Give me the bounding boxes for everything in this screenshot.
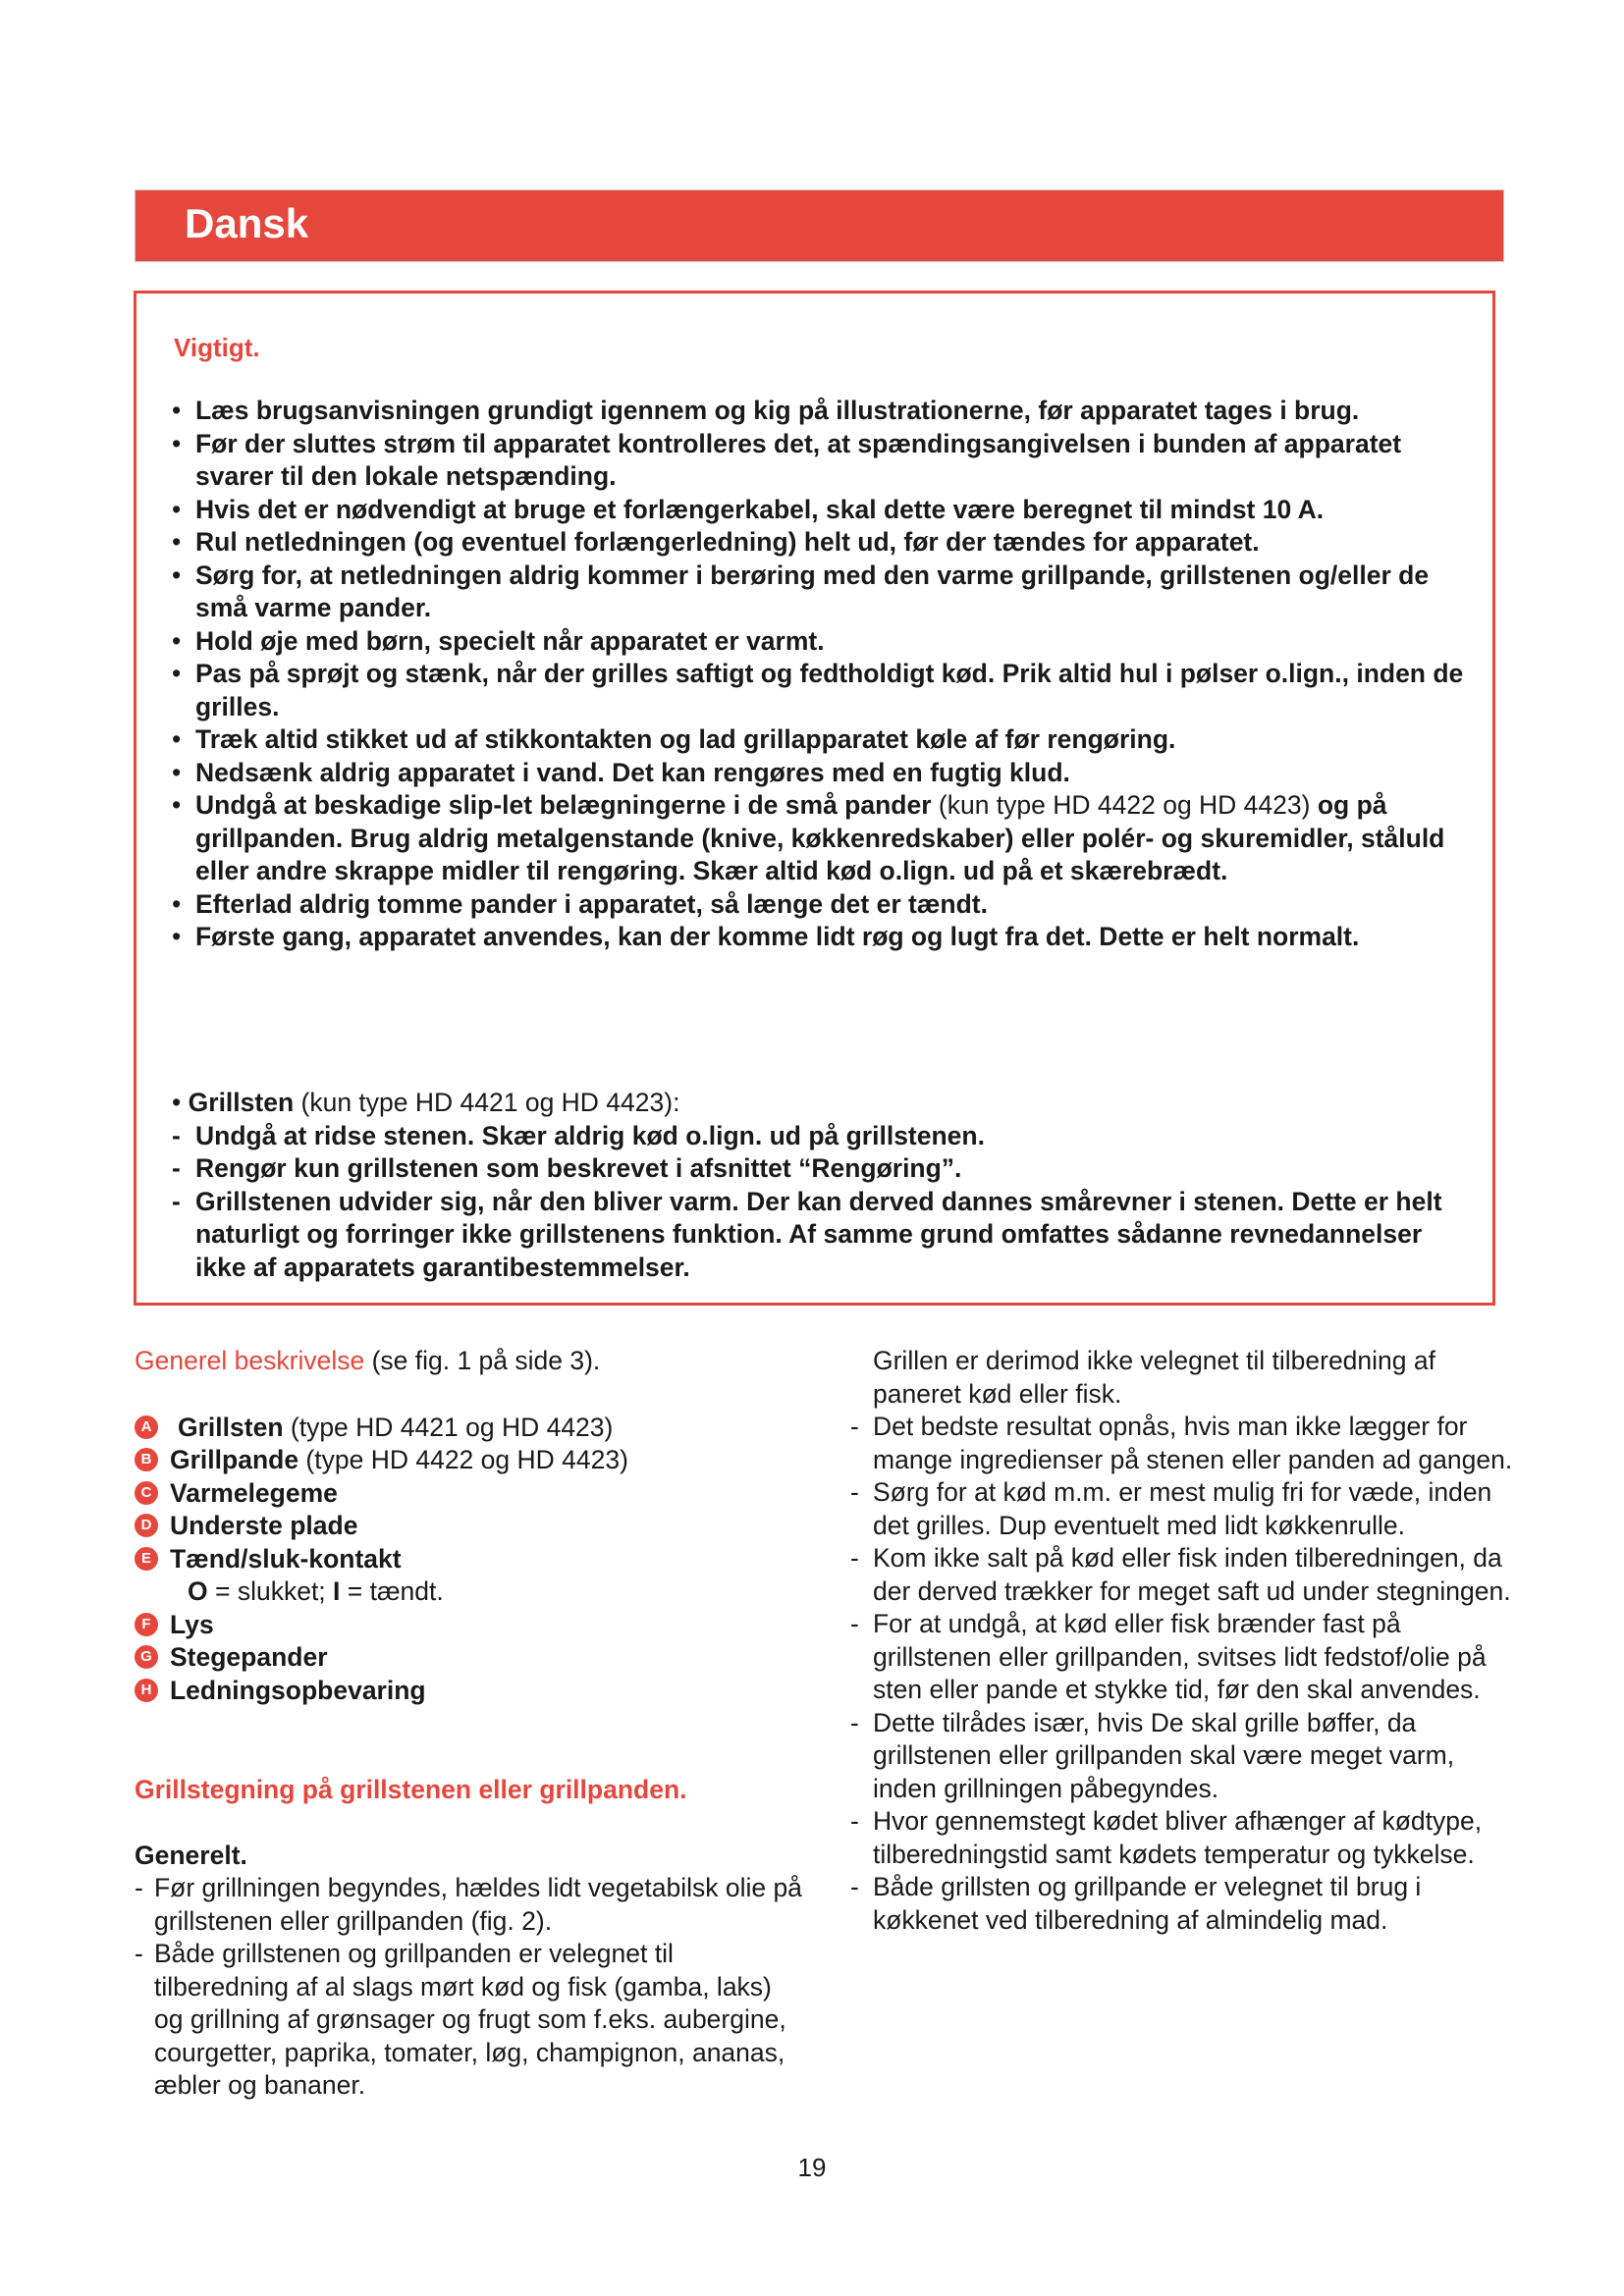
grilling-left-list [135, 1872, 802, 2103]
part-item: A Grillsten (type HD 4421 og HD 4423) [135, 1412, 802, 1445]
letter-b-icon: B [135, 1448, 158, 1471]
list-item: • Hvis det er nødvendigt at bruge et forlængerkabel, skal dette være beregnet til mindst 10 A. [172, 494, 1325, 524]
letter-e-icon: E [135, 1547, 158, 1571]
part-item: D Underste plade [135, 1510, 802, 1543]
right-column [846, 1345, 1514, 1937]
description-heading: Generel beskrivelse (se fig. 1 på side 3). [135, 1346, 601, 1375]
list-item: - Sørg for at kød m.m. er mest mulig fri for væde, inden det grilles. Dup eventuelt med lidt køkkenrulle. [850, 1477, 1492, 1540]
list-item: • Sørg for, at netledningen aldrig kommer i berøring med den varme grillpande, grillstenen og/eller de små varme pander. [172, 560, 1430, 622]
letter-f-icon: F [135, 1613, 158, 1636]
switch-note: O = slukket; I = tændt. [188, 1576, 444, 1606]
important-list [172, 395, 1478, 954]
list-item: - Kom ikke salt på kød eller fisk inden tilberedningen, da der derved trækker for meget saft ud under stegningen. [850, 1543, 1511, 1606]
list-item: • Efterlad aldrig tomme pander i apparatet, så længe det er tændt. [172, 888, 988, 919]
language-title: Dansk [185, 200, 309, 246]
grilling-heading: Grillstegning på grillstenen eller grillpanden. [135, 1775, 687, 1804]
left-column [135, 1345, 802, 2103]
list-item: • Træk altid stikket ud af stikkontakten og lad grillapparatet køle af før rengøring. [172, 724, 1176, 754]
list-item: • Pas på sprøjt og stænk, når der grilles saftigt og fedtholdigt kød. Prik altid hul i pølser o.lign., inden de grilles. [172, 659, 1464, 721]
continuation-text: Grillen er derimod ikke velegnet til tilberedning af paneret kød eller fisk. [873, 1346, 1435, 1409]
list-item: - Før grillningen begyndes, hældes lidt vegetabilsk olie på grillstenen eller grillpanden (fig. 2). [135, 1873, 802, 1936]
part-item: G Stegepander [135, 1641, 802, 1675]
language-header [135, 189, 1504, 262]
list-item: - Grillstenen udvider sig, når den bliver varm. Der kan derved dannes smårevner i stenen. Dette er helt naturligt og forringer ikke grillstenens funktion. Af samme grund omfattes sådanne revnedannelser ikke af apparatets garantibestemmelser. [172, 1186, 1442, 1282]
part-item: H Ledningsopbevaring [135, 1675, 802, 1708]
page-number: 19 [797, 2153, 827, 2182]
list-item: - Rengør kun grillstenen som beskrevet i afsnittet “Rengøring”. [172, 1153, 962, 1183]
important-box [134, 291, 1495, 1306]
list-item: • Før der sluttes strøm til apparatet kontrolleres det, at spændingsangivelsen i bunden af apparatet svarer til den lokale netspænding. [172, 428, 1402, 491]
parts-list [135, 1412, 802, 1708]
part-item: E Tænd/sluk-kontakt [135, 1543, 802, 1576]
important-title: Vigtigt. [174, 333, 260, 362]
list-item: - Både grillstenen og grillpanden er velegnet til tilberedning af al slags mørt kød og fisk (gamba, laks) og grillning af grønsager og frugt som f.eks. aubergine, courgetter, paprika, tomater, løg, champignon, ananas, æbler og bananer. [135, 1939, 786, 2100]
part-item: B Grillpande (type HD 4422 og HD 4423) [135, 1444, 802, 1477]
part-item: F Lys [135, 1609, 802, 1642]
general-subheading: Generelt. [135, 1840, 247, 1870]
list-item: - Dette tilrådes især, hvis De skal grille bøffer, da grillstenen eller grillpanden skal være meget varm, inden grillningen påbegyndes. [850, 1707, 1455, 1803]
list-item: • Læs brugsanvisningen grundigt igennem og kig på illustrationerne, før apparatet tages i brug. [172, 396, 1360, 425]
letter-d-icon: D [135, 1514, 158, 1537]
letter-g-icon: G [135, 1645, 158, 1669]
grilling-right-list [846, 1411, 1514, 1937]
list-item: • Første gang, apparatet anvendes, kan der komme lidt røg og lugt fra det. Dette er helt normalt. [172, 922, 1360, 951]
part-item: C Varmelegeme [135, 1477, 802, 1511]
grillstone-heading: • Grillsten (kun type HD 4421 og HD 4423): [172, 1088, 680, 1117]
list-item: - For at undgå, at kød eller fisk brænder fast på grillstenen eller grillpanden, svitses lidt fedstof/olie på sten eller pande et stykke tid, før den skal anvendes. [850, 1609, 1487, 1704]
grillstone-notes [172, 1087, 1478, 1284]
list-item: • Nedsænk aldrig apparatet i vand. Det kan rengøres med en fugtig klud. [172, 757, 1070, 787]
list-item: • Rul netledningen (og eventuel forlængerledning) helt ud, før der tændes for apparatet. [172, 527, 1260, 557]
grillstone-list [172, 1120, 1478, 1285]
letter-a-icon: A [135, 1415, 158, 1439]
list-item: • Hold øje med børn, specielt når apparatet er varmt. [172, 625, 825, 656]
letter-c-icon: C [135, 1481, 158, 1505]
list-item: - Undgå at ridse stenen. Skær aldrig kød o.lign. ud på grillstenen. [172, 1120, 985, 1150]
list-item: - Hvor gennemstegt kødet bliver afhænger af kødtype, tilberedningstid samt kødets temperatur og tykkelse. [850, 1806, 1483, 1869]
list-item: - Det bedste resultat opnås, hvis man ikke lægger for mange ingredienser på stenen eller panden ad gangen. [850, 1412, 1513, 1474]
list-item: - Både grillsten og grillpande er velegnet til brug i køkkenet ved tilberedning af almindelig mad. [850, 1872, 1422, 1935]
letter-h-icon: H [135, 1679, 158, 1702]
list-item: • Undgå at beskadige slip-let belægningerne i de små pander (kun type HD 4422 og HD 4423) og på grillpanden. Brug aldrig metalgenstande (knive, køkkenredskaber) eller polér- og skuremidler, ståluld eller andre skrappe midler til rengøring. Skær altid kød o.lign. ud på et skærebrædt. [172, 790, 1445, 885]
